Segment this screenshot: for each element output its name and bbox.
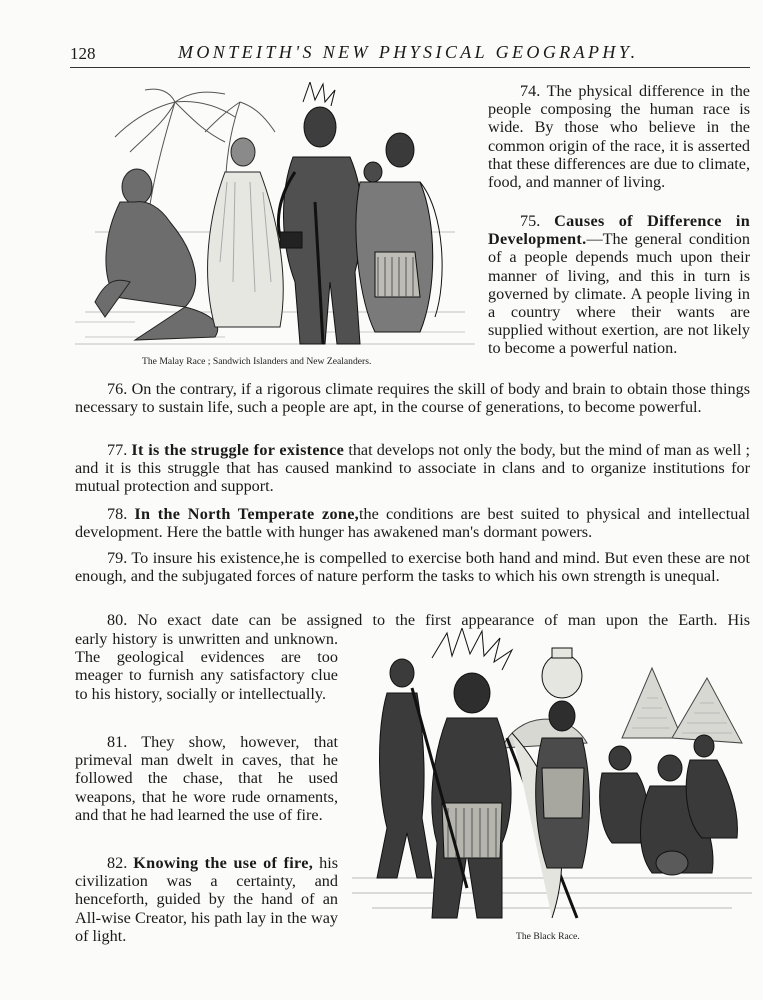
running-header — [70, 40, 750, 70]
figure-malay-race — [75, 82, 475, 350]
paragraph-number: 77. — [107, 441, 128, 459]
section-heading: It is the struggle for existence — [131, 441, 345, 459]
paragraph-74: 74. The physical difference in the people composing the human race is wide. By those who believe in the common origin of the race, it is asserted that these differences are due to climate, food, and manner of living. — [488, 82, 750, 192]
paragraph-number: 75. — [520, 212, 541, 230]
paragraph-text: —The general condition of a people depends much upon their manner of living, and this in turn is governed by climate. A people living in a country where their wants are supplied without exertion, are not likely to become a powerful nation. — [488, 230, 750, 358]
paragraph-82 — [75, 854, 338, 945]
figure-caption: The Malay Race ; Sandwich Islanders and New Zealanders. — [142, 356, 372, 367]
black-race-engraving — [352, 628, 752, 924]
paragraph-text: his civilization was a certainty, and henceforth, guided by the hand of an All-wise Creator, his path lay in the way of light. — [75, 854, 339, 945]
paragraph-80-line-1: 80. No exact date can be assigned to the first appearance of man upon the Earth. His — [107, 611, 750, 629]
section-heading: Knowing the use of fire, — [133, 854, 314, 872]
paragraph-text: that develops not only the body, but the mind of man as well ; and it is this struggle that has caused mankind to associate in clans and to organize institutions for mutual protection and support. — [75, 441, 751, 496]
figure-black-race — [352, 628, 752, 924]
paragraph-number: 78. — [107, 505, 128, 523]
paragraph-number: 82. — [107, 854, 128, 872]
paragraph-81: 81. They show, however, that primeval man dwelt in caves, that he followed the chase, that he used weapons, that he wore rude ornaments, and that he had learned the use of fire. — [75, 733, 338, 824]
paragraph-80: early history is unwritten and unknown. The geological evidences are too meager to furnish any satisfactory clue to his history, socially or intellectually. — [75, 630, 338, 703]
section-heading: Causes of Difference in Development. — [488, 212, 751, 249]
section-heading: In the North Temperate zone, — [134, 505, 360, 523]
paragraph-75 — [488, 212, 750, 358]
header-rule — [70, 67, 750, 68]
page-number: 128 — [70, 44, 96, 63]
malay-race-engraving — [75, 82, 475, 350]
paragraph-79: 79. To insure his existence,he is compelled to exercise both hand and mind. But even these are not enough, and the subjugated forces of nature perform the tasks to which his own strength is unequal. — [75, 549, 750, 586]
paragraph-text: the conditions are best suited to physical and intellectual development. Here the battle with hunger has awakened man's dormant powers. — [75, 505, 751, 542]
paragraph-77 — [75, 441, 750, 496]
paragraph-76: 76. On the contrary, if a rigorous climate requires the skill of body and brain to obtain those things necessary to sustain life, such a people are apt, in the course of generations, to become powerful. — [75, 380, 750, 417]
figure-caption: The Black Race. — [516, 931, 580, 942]
paragraph-78 — [75, 505, 750, 541]
book-title: MONTEITH'S NEW PHYSICAL GEOGRAPHY. — [178, 42, 639, 62]
